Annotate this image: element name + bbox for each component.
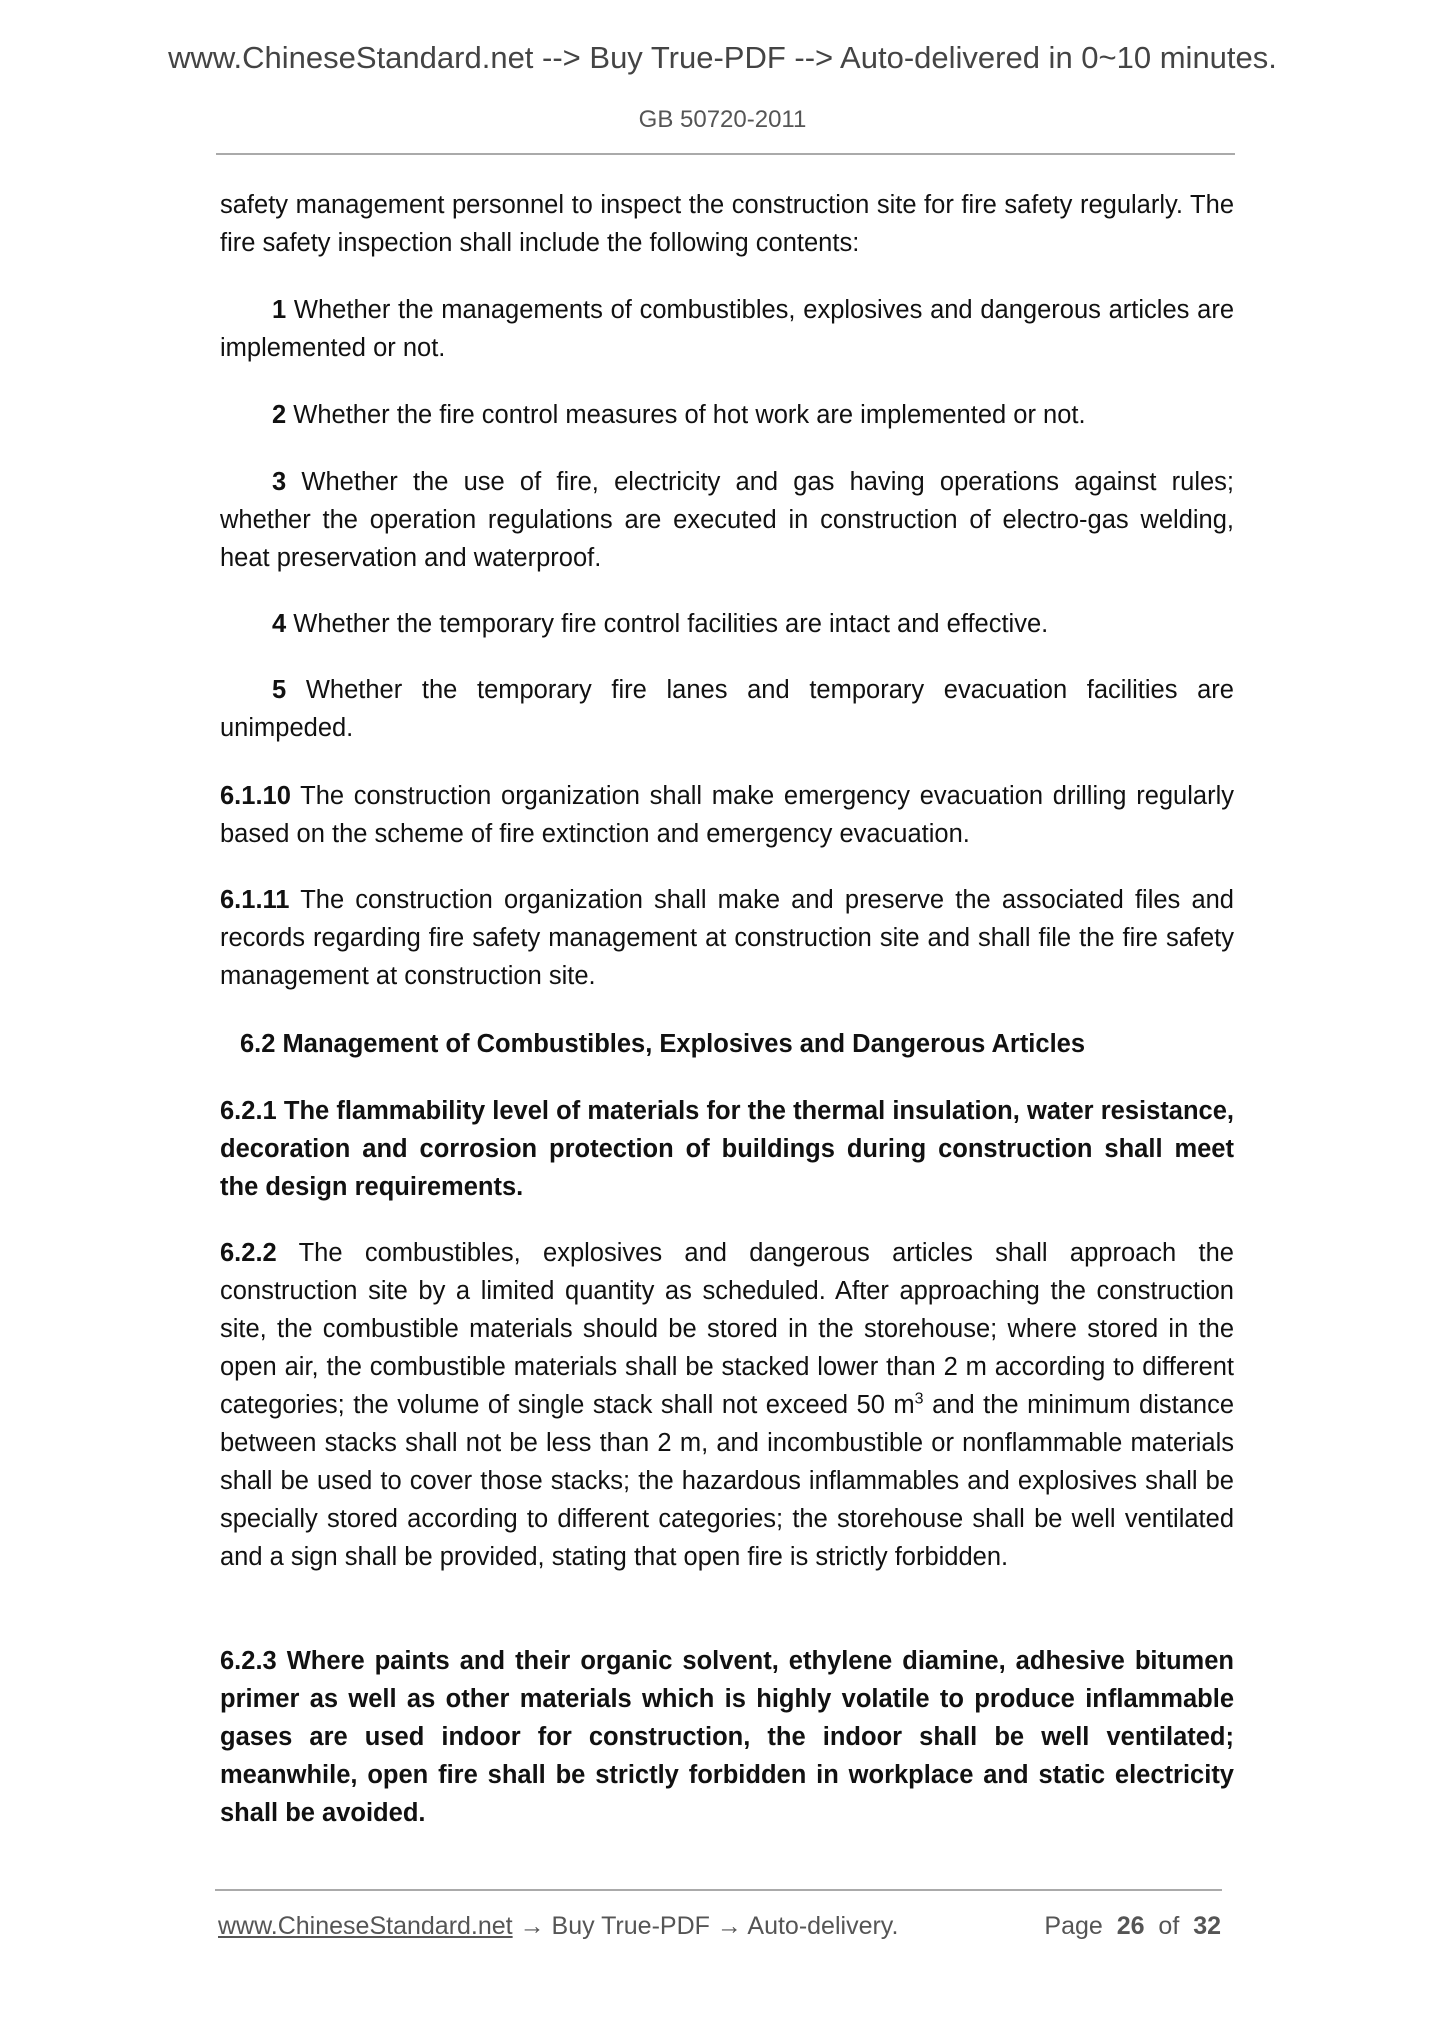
item-number: 1 [272,296,287,324]
item-text: Whether the use of fire, electricity and gas having operations against rules; whether the operation regulations are executed in construction of electro-gas welding, heat preservation and waterproof. [220,468,1234,572]
clause-6-2-1: 6.2.1 The flammability level of materials for the thermal insulation, water resistance, decoration and corrosion protection of buildings during construction shall meet the design requirements. [220,1097,1234,1201]
item-number: 5 [272,676,287,704]
item-number: 4 [272,610,287,638]
section-heading-6-2: 6.2 Management of Combustibles, Explosives and Dangerous Articles [240,1030,1086,1058]
standard-code: GB 50720-2011 [638,106,807,133]
list-item [220,671,1234,747]
footer-divider [215,1889,1222,1891]
list-item [220,605,1234,643]
clause-6-1-11 [220,881,1234,995]
page-total: 32 [1193,1912,1221,1940]
item-text: Whether the temporary fire lanes and temporary evacuation facilities are unimpeded. [220,676,1234,742]
clause-number: 6.2.2 [220,1239,277,1267]
item-text: Whether the temporary fire control facilities are intact and effective. [286,610,1049,638]
item-text: Whether the managements of combustibles, explosives and dangerous articles are implemented or not. [220,296,1234,362]
item-text: Whether the fire control measures of hot work are implemented or not. [286,401,1086,429]
clause-number: 6.1.10 [220,782,291,810]
list-item [220,396,1234,434]
clause-number: 6.1.11 [220,886,290,914]
item-number: 3 [272,468,287,496]
intro-paragraph: safety management personnel to inspect the construction site for fire safety regularly. The fire safety inspection shall include the following contents: [220,191,1234,257]
clause-text: The construction organization shall make and preserve the associated files and records regarding fire safety management at construction site and shall file the fire safety management at construction site. [220,886,1234,990]
superscript: 3 [914,1390,924,1408]
clause-6-1-10 [220,777,1234,853]
list-item [220,291,1234,367]
item-number: 2 [272,401,287,429]
clause-text: and the minimum distance between stacks shall not be less than 2 m, and incombustible or nonflammable materials shall be used to cover those stacks; the hazardous inflammables and explosives shall be specially stored according to different categories; the storehouse shall be well ventilated and a sign shall be provided, stating that open fire is strictly forbidden. [220,1391,1235,1571]
header-banner: www.ChineseStandard.net --> Buy True-PDF --> Auto-delivered in 0~10 minutes. [168,40,1277,75]
page-number: 26 [1116,1912,1145,1940]
clause-6-2-2 [220,1234,1234,1576]
of-label: of [1158,1912,1180,1940]
page-label: Page [1044,1912,1103,1940]
clause-text: The combustibles, explosives and dangerous articles shall approach the construction site by a limited quantity as scheduled. After approaching the construction site, the combustible materials should be stored in the storehouse; where stored in the open air, the combustible materials shall be stacked lower than 2 m according to different categories; the volume of single stack shall not exceed 50 m [220,1239,1234,1419]
header-divider [216,153,1235,155]
clause-6-2-3: 6.2.3 Where paints and their organic solvent, ethylene diamine, adhesive bitumen primer as well as other materials which is highly volatile to produce inflammable gases are used indoor for construction, the indoor shall be well ventilated; meanwhile, open fire shall be strictly forbidden in workplace and static electricity shall be avoided. [220,1647,1234,1827]
footer-left [218,1912,898,1941]
footer-tail: → Buy True-PDF → Auto-delivery. [512,1912,899,1940]
footer-link[interactable]: www.ChineseStandard.net [218,1912,513,1940]
page-indicator [1044,1912,1221,1941]
clause-text: The construction organization shall make emergency evacuation drilling regularly based on the scheme of fire extinction and emergency evacuation. [220,782,1234,848]
list-item [220,463,1234,577]
